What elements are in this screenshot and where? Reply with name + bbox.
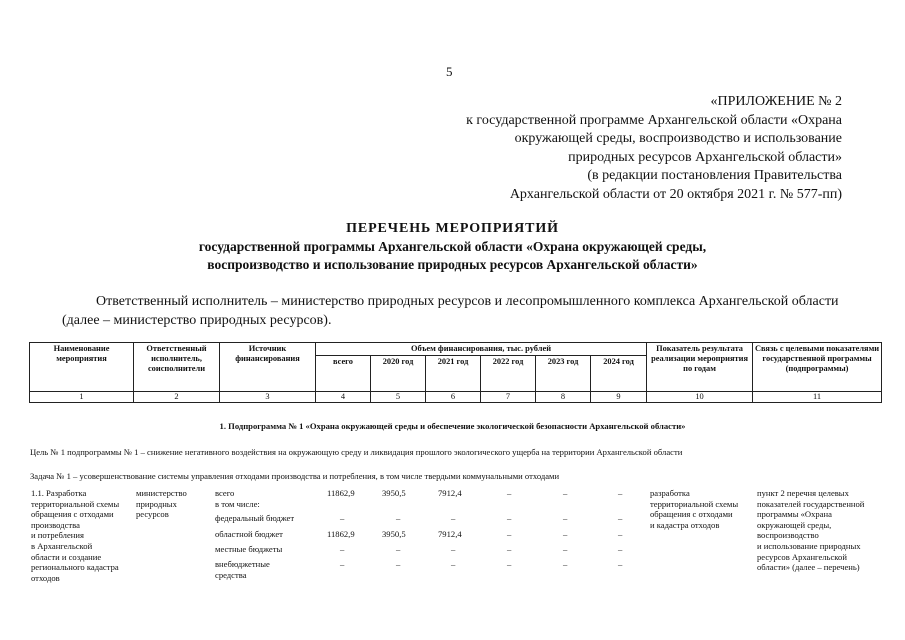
subtitle-line: воспроизводство и использование природных ресурсов Архангельской области» [207, 257, 698, 272]
column-number: 4 [316, 392, 371, 403]
link-line: и использование природных [757, 540, 861, 551]
result-line: территориальной схемы [650, 498, 739, 509]
link-line: ресурсов Архангельской [757, 551, 847, 562]
responsible-line: министерство [136, 488, 187, 498]
value-2020: 3950,5 [382, 488, 406, 498]
measure-name [31, 488, 136, 583]
link-line: пункт 2 перечня целевых [757, 488, 849, 498]
value-2020: – [396, 513, 401, 523]
value-2020: 3950,5 [382, 529, 406, 539]
link-line: показателей государственной [757, 498, 865, 509]
value-2024: – [618, 488, 623, 498]
value-total: 11862,9 [327, 488, 355, 498]
measure-name-line: области и создание [31, 551, 102, 562]
document-title: ПЕРЕЧЕНЬ МЕРОПРИЯТИЙ [346, 221, 559, 236]
column-number: 5 [371, 392, 426, 403]
value-2023: – [563, 544, 568, 554]
column-number: 6 [426, 392, 481, 403]
value-2023: – [563, 513, 568, 523]
value-2022: – [507, 559, 512, 569]
header-responsible: Ответственный исполнитель, соисполнители [134, 343, 220, 392]
value-2024: – [618, 559, 623, 569]
result-line: обращения с отходами [650, 509, 733, 520]
header-financing: Объем финансирования, тыс. рублей [316, 343, 647, 356]
appendix-line: «ПРИЛОЖЕНИЕ № 2 [710, 94, 842, 109]
responsible-executor-text: Ответственный исполнитель – министерство природных ресурсов и лесопромышленного комплекса Архангельской области (далее – министерство природных ресурсов). [62, 294, 839, 328]
header-link: Связь с целевыми показателями государственной программы (подпрограммы) [753, 343, 882, 392]
header-year: 2020 год [371, 356, 426, 392]
measure-name-line: производства [31, 519, 80, 530]
header-result: Показатель результата реализации мероприятия по годам [647, 343, 753, 392]
header-year: 2024 год [591, 356, 647, 392]
subtitle-line: государственной программы Архангельской области «Охрана окружающей среды, [198, 239, 707, 254]
link-line: воспроизводство [757, 530, 819, 541]
column-number: 7 [481, 392, 536, 403]
header-total: всего [316, 356, 371, 392]
measure-name-line: в Архангельской [31, 540, 93, 551]
column-number: 2 [134, 392, 220, 403]
value-total: – [340, 513, 345, 523]
task-text: Задача № 1 – усовершенствование системы управления отходами производства и потребления, в том числе твердыми коммунальными отходами [30, 471, 560, 481]
value-2021: – [451, 559, 456, 569]
appendix-line: (в редакции постановления Правительства [587, 168, 842, 184]
responsible-line: ресурсов [136, 509, 169, 520]
link-line: программы «Охрана [757, 509, 832, 520]
column-number: 3 [220, 392, 316, 403]
measure-responsible [136, 488, 216, 520]
column-number: 8 [536, 392, 591, 403]
column-number: 11 [753, 392, 882, 403]
source-label: федеральный бюджет [215, 513, 295, 523]
header-year: 2023 год [536, 356, 591, 392]
result-line: и кадастра отходов [650, 519, 720, 530]
measures-table-header [29, 342, 882, 403]
appendix-header [400, 93, 842, 205]
value-2022: – [507, 513, 512, 523]
column-number: 10 [647, 392, 753, 403]
value-2021: 7912,4 [438, 488, 462, 498]
link-line: области» (далее – перечень) [757, 562, 860, 573]
value-2024: – [618, 529, 623, 539]
header-year: 2022 год [481, 356, 536, 392]
goal-text: Цель № 1 подпрограммы № 1 – снижение негативного воздействия на окружающую среду и ликвидация прошлого экологического ущерба на территории Архангельской области [30, 447, 683, 457]
value-2024: – [618, 544, 623, 554]
value-2020: – [396, 544, 401, 554]
value-2021: – [451, 544, 456, 554]
header-year: 2021 год [426, 356, 481, 392]
appendix-line: к государственной программе Архангельской области «Охрана [466, 112, 842, 128]
value-total: – [340, 559, 345, 569]
page-number: 5 [446, 64, 453, 79]
value-total: 11862,9 [327, 529, 355, 539]
value-2023: – [563, 488, 568, 498]
measure-name-line: отходов [31, 572, 60, 583]
source-label: внебюджетные средства [215, 559, 270, 580]
subprogram-heading: 1. Подпрограмма № 1 «Охрана окружающей среды и обеспечение экологической безопасности Архангельской области» [219, 421, 686, 431]
value-total: – [340, 544, 345, 554]
value-2023: – [563, 559, 568, 569]
measure-name-line: 1.1. Разработка [31, 488, 87, 498]
responsible-line: природных [136, 498, 177, 509]
measure-result [650, 488, 756, 530]
source-label: областной бюджет [215, 529, 283, 539]
column-number: 9 [591, 392, 647, 403]
value-2020: – [396, 559, 401, 569]
document-subtitle [0, 238, 905, 274]
appendix-line: природных ресурсов Архангельской области» [568, 149, 842, 165]
measure-name-line: и потребления [31, 530, 84, 541]
source-label: местные бюджеты [215, 544, 283, 554]
source-label: всего в том числе: [215, 488, 260, 509]
header-name: Наименование мероприятия [30, 343, 134, 392]
appendix-line: окружающей среды, воспроизводство и использование [514, 131, 842, 147]
column-number: 1 [30, 392, 134, 403]
value-2024: – [618, 513, 623, 523]
value-2021: 7912,4 [438, 529, 462, 539]
appendix-line: Архангельской области от 20 октября 2021 г. № 577-пп) [509, 186, 842, 202]
value-2022: – [507, 488, 512, 498]
link-line: окружающей среды, [757, 519, 832, 530]
measure-name-line: обращения с отходами [31, 509, 114, 520]
value-2021: – [451, 513, 456, 523]
header-source: Источник финансирования [220, 343, 316, 392]
value-2022: – [507, 544, 512, 554]
measure-name-line: регионального кадастра [31, 562, 119, 573]
result-line: разработка [650, 488, 690, 498]
measure-target-link [757, 488, 887, 573]
value-2023: – [563, 529, 568, 539]
value-2022: – [507, 529, 512, 539]
measure-name-line: территориальной схемы [31, 498, 120, 509]
